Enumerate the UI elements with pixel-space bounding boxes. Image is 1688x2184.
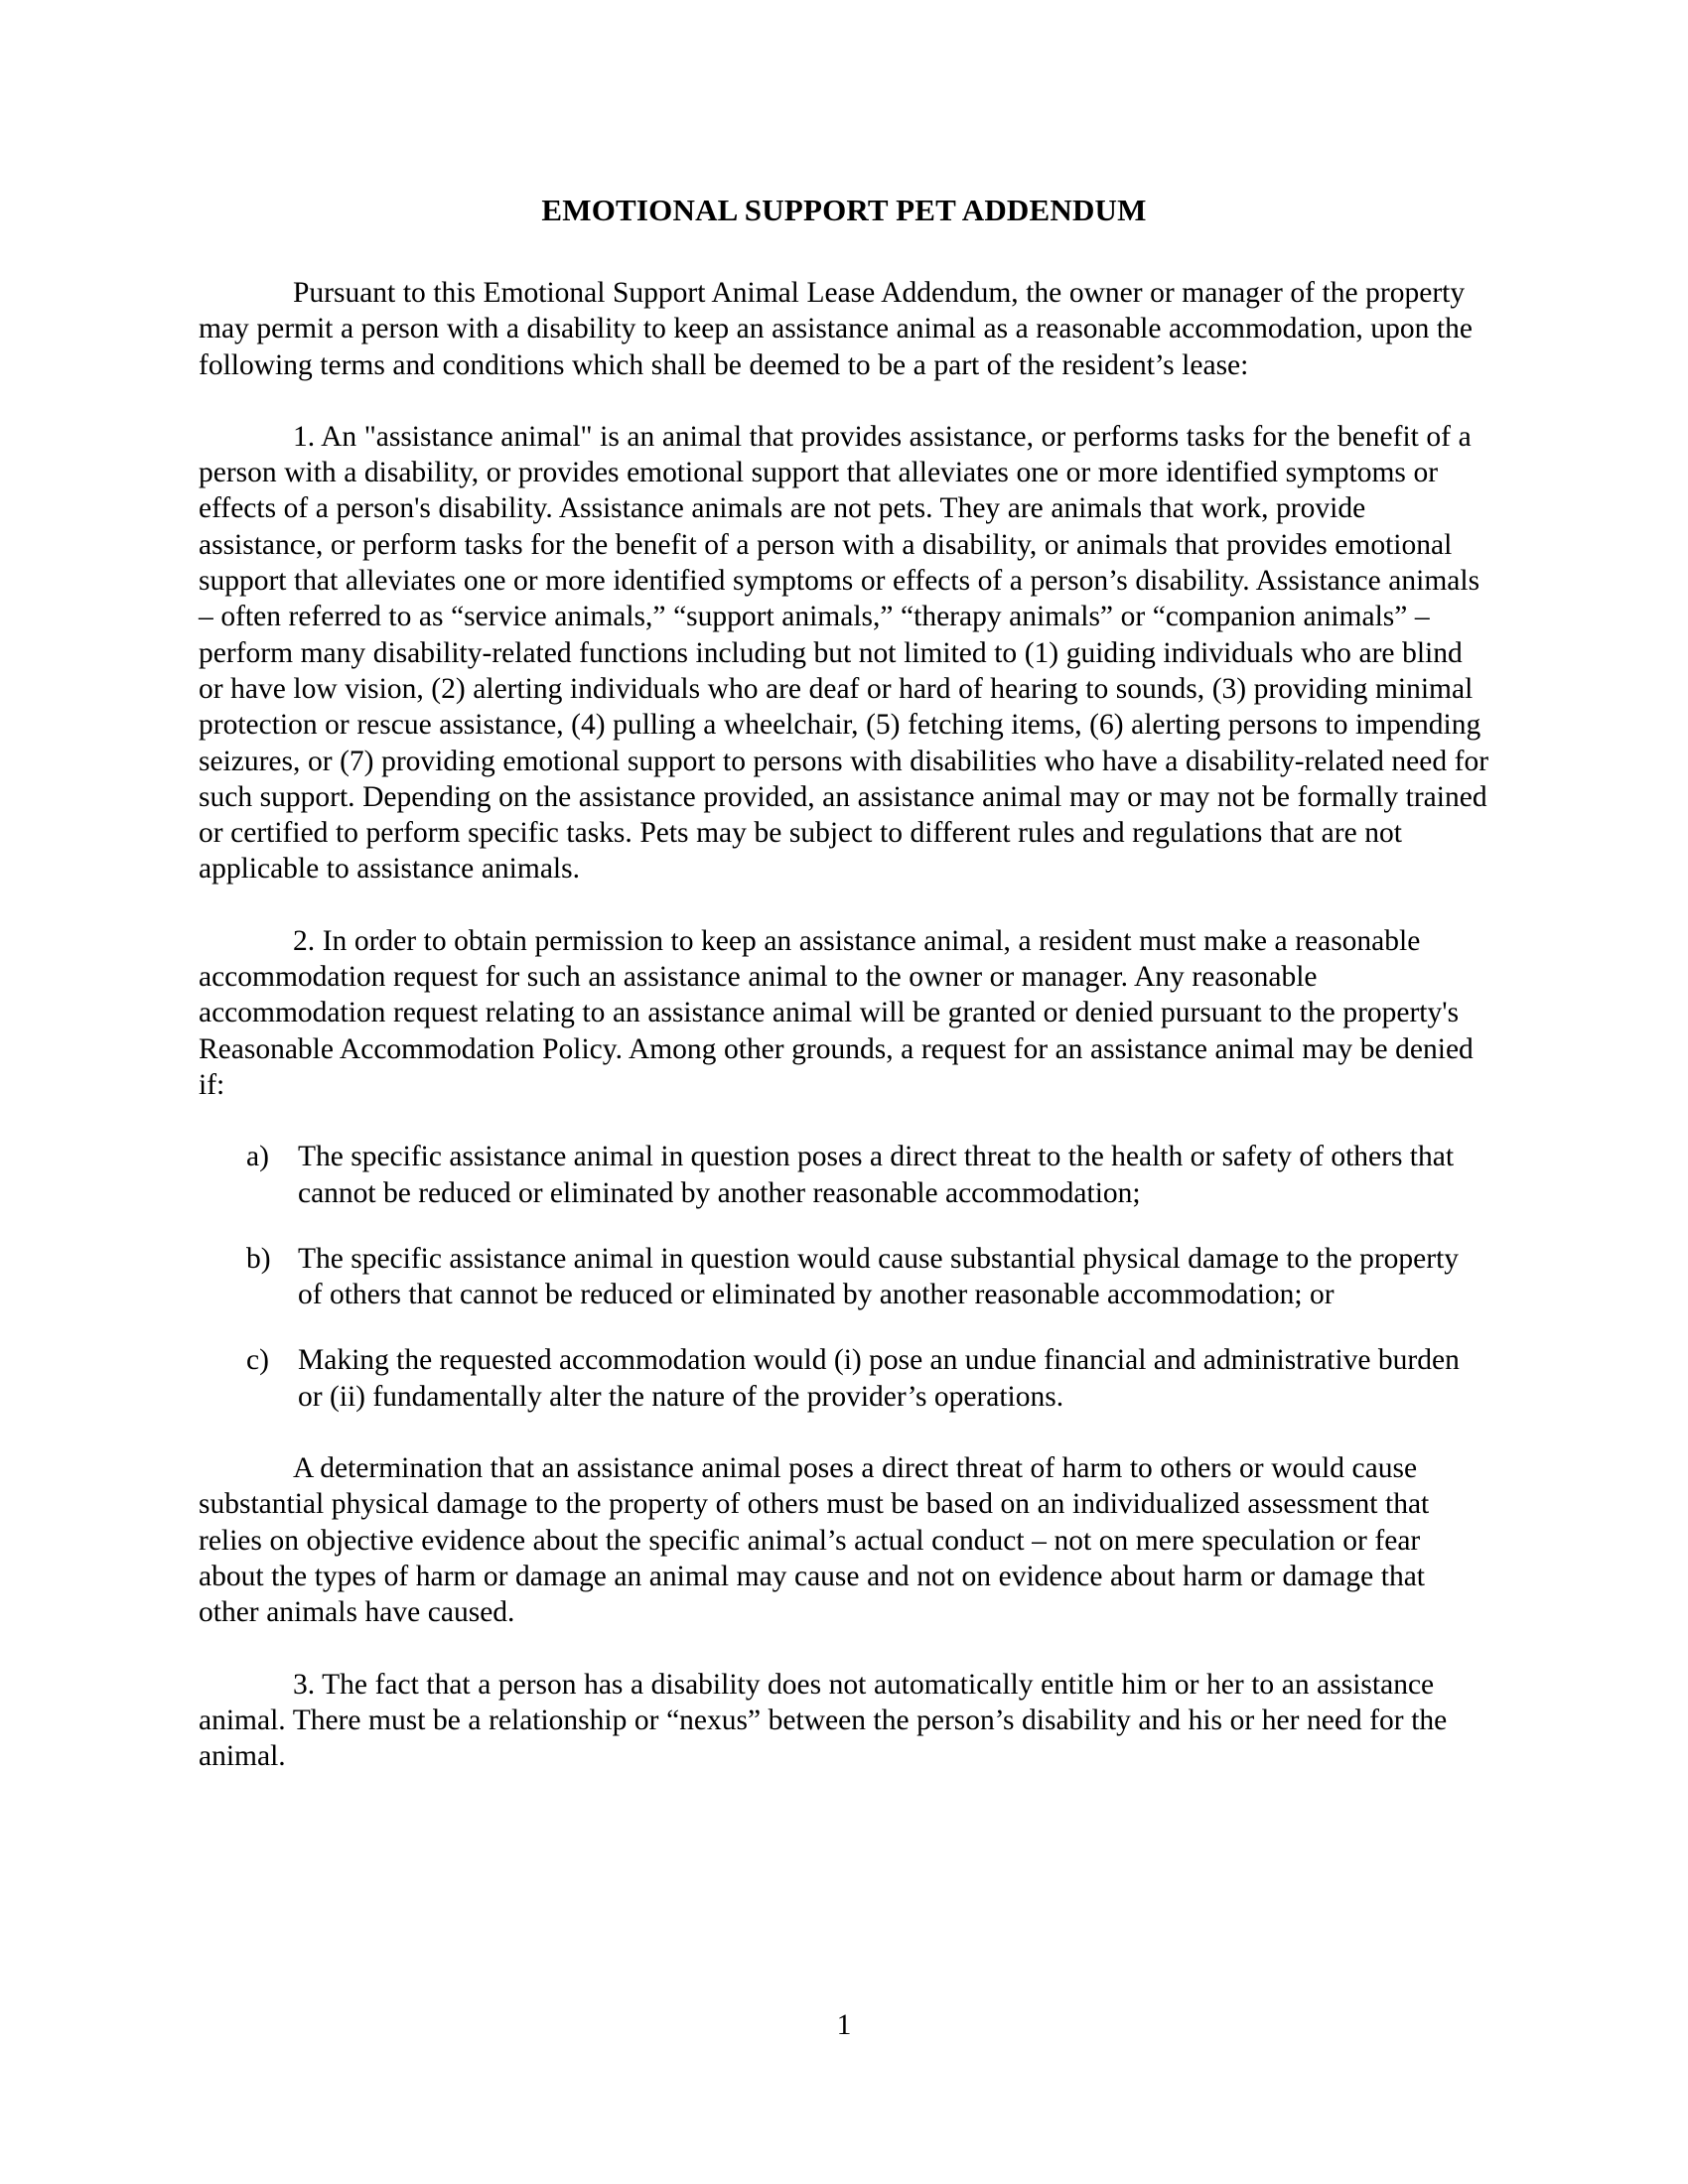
spacer <box>199 383 1489 419</box>
spacer <box>199 1103 1489 1139</box>
determination-paragraph: A determination that an assistance animal poses a direct threat of harm to others or would cause substantial physical damage to the property of others must be based on an individualized assessment that relies on objective evidence about the specific animal’s actual conduct – not on mere speculation or fear about the types of harm or damage an animal may cause and not on evidence about harm or damage that other animals have caused. <box>199 1452 1430 1629</box>
list-item-marker: c) <box>246 1344 269 1377</box>
spacer <box>199 887 1489 923</box>
list-item-text: The specific assistance animal in question poses a direct threat to the health or safety of others that cannot be reduced or eliminated by another reasonable accommodation; <box>298 1141 1455 1209</box>
intro-paragraph: Pursuant to this Emotional Support Animal Lease Addendum, the owner or manager of the property may permit a person with a disability to keep an assistance animal as a reasonable accommodation, upon the following terms and conditions which shall be deemed to be a part of the resident’s lease: <box>199 277 1473 381</box>
list-item <box>199 1139 1489 1211</box>
spacer <box>199 225 1489 275</box>
denial-conditions-list <box>199 1139 1489 1415</box>
list-item <box>199 1241 1489 1313</box>
list-item-marker: a) <box>246 1141 269 1173</box>
spacer <box>199 1631 1489 1667</box>
list-item <box>199 1342 1489 1415</box>
numbered-item-2: 2. In order to obtain permission to keep an assistance animal, a resident must make a reasonable accommodation request for such an assistance animal to the owner or manager. Any reasonable accommodation request relating to an assistance animal will be granted or denied pursuant to the property's Reasonable Accommodation Policy. Among other grounds, a request for an assistance animal may be denied if: <box>199 924 1474 1101</box>
numbered-item-1: 1. An "assistance animal" is an animal that provides assistance, or performs tasks for the benefit of a person with a disability, or provides emotional support that alleviates one or more identified symptoms or effects of a person's disability. Assistance animals are not pets. They are animals that work, provide assistance, or perform tasks for the benefit of a person with a disability, or animals that provides emotional support that alleviates one or more identified symptoms or effects of a person’s disability. Assistance animals – often referred to as “service animals,” “support animals,” “therapy animals” or “companion animals” – perform many disability-related functions including but not limited to (1) guiding individuals who are blind or have low vision, (2) alerting individuals who are deaf or hard of hearing to sounds, (3) providing minimal protection or rescue assistance, (4) pulling a wheelchair, (5) fetching items, (6) alerting persons to impending seizures, or (7) providing emotional support to persons with disabilities who have a disability-related need for such support. Depending on the assistance provided, an assistance animal may or may not be formally trained or certified to perform specific tasks. Pets may be subject to different rules and regulations that are not applicable to assistance animals. <box>199 420 1489 886</box>
page-title: EMOTIONAL SUPPORT PET ADDENDUM <box>541 193 1147 227</box>
page-number: 1 <box>836 2009 852 2041</box>
list-item-text: The specific assistance animal in question would cause substantial physical damage to the property of others that cannot be reduced or eliminated by another reasonable accommodation; or <box>298 1242 1460 1311</box>
spacer <box>199 1415 1489 1450</box>
list-item-marker: b) <box>246 1242 271 1275</box>
document-body <box>199 0 1489 1774</box>
numbered-item-3: 3. The fact that a person has a disability does not automatically entitle him or her to an assistance animal. There must be a relationship or “nexus” between the person’s disability and his or her need for the animal. <box>199 1668 1448 1773</box>
list-item-text: Making the requested accommodation would (i) pose an undue financial and administrative burden or (ii) fundamentally alter the nature of the provider’s operations. <box>298 1344 1460 1413</box>
